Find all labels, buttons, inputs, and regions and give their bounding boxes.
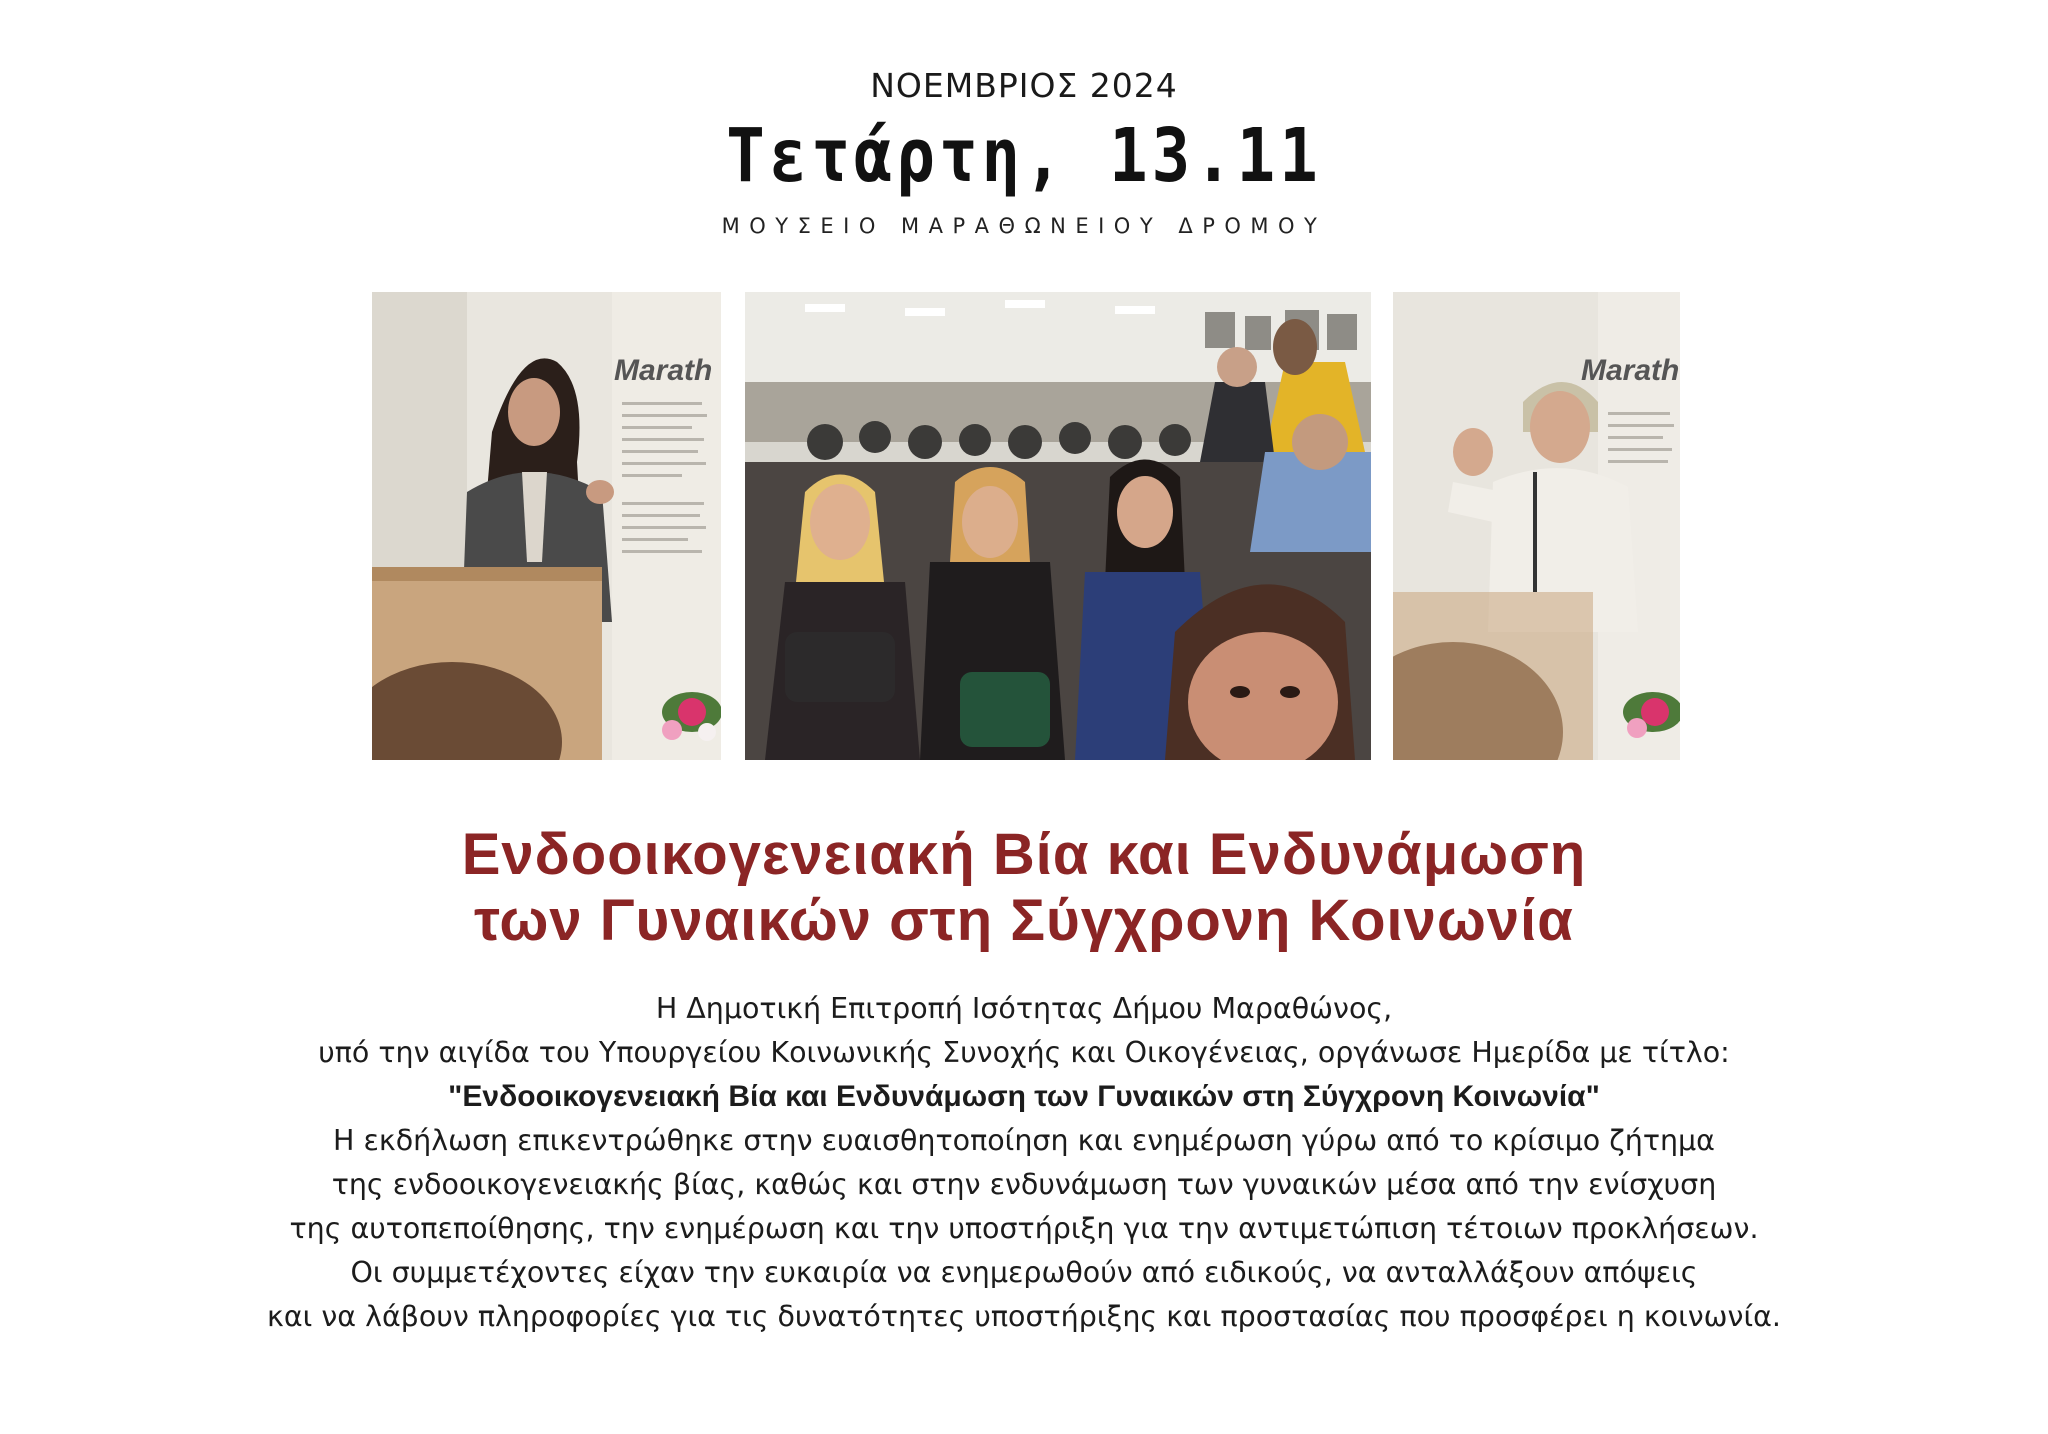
venue-label: ΜΟΥΣΕΙΟ ΜΑΡΑΘΩΝΕΙΟΥ ΔΡΟΜΟΥ xyxy=(721,214,1327,238)
body-text xyxy=(0,987,2048,1339)
photo-sign-text: Marath xyxy=(1581,354,1680,387)
photo-speaker-left xyxy=(372,292,721,760)
body-line: Οι συμμετέχοντες είχαν την ευκαιρία να ενημερωθούν από ειδικούς, να ανταλλάξουν απόψεις xyxy=(350,1256,1698,1289)
body-line: Η εκδήλωση επικεντρώθηκε στην ευαισθητοποίηση και ενημέρωση γύρω από το κρίσιμο ζήτημα xyxy=(333,1124,1715,1157)
photo-audience xyxy=(745,292,1371,760)
body-line: της αυτοπεποίθησης, την ενημέρωση και την υποστήριξη για την αντιμετώπιση τέτοιων προκλήσεων. xyxy=(289,1212,1759,1245)
photo-speaker-right xyxy=(1393,292,1680,760)
photo-sign-text: Marath xyxy=(614,354,713,387)
body-line: υπό την αιγίδα του Υπουργείου Κοινωνικής Συνοχής και Οικογένειας, οργάνωσε Ημερίδα με τίτλο: xyxy=(318,1036,1730,1069)
month-label: ΝΟΕΜΒΡΙΟΣ 2024 xyxy=(870,66,1178,105)
body-line: της ενδοοικογενειακής βίας, καθώς και στην ενδυνάμωση των γυναικών μέσα από την ενίσχυση xyxy=(331,1168,1717,1201)
body-line-title: "Ενδοοικογενειακή Βία και Ενδυνάμωση των Γυναικών στη Σύγχρονη Κοινωνία" xyxy=(448,1080,1600,1113)
body-line: Η Δημοτική Επιτροπή Ισότητας Δήμου Μαραθώνος, xyxy=(655,992,1393,1025)
event-date: Τετάρτη, 13.11 xyxy=(726,114,1322,200)
body-line: και να λάβουν πληροφορίες για τις δυνατότητες υποστήριξης και προστασίας που προσφέρει η κοινωνία. xyxy=(267,1300,1781,1333)
headline xyxy=(0,822,2048,954)
headline-line-2: των Γυναικών στη Σύγχρονη Κοινωνία xyxy=(474,888,1574,953)
headline-line-1: Ενδοοικογενειακή Βία και Ενδυνάμωση xyxy=(461,822,1587,887)
